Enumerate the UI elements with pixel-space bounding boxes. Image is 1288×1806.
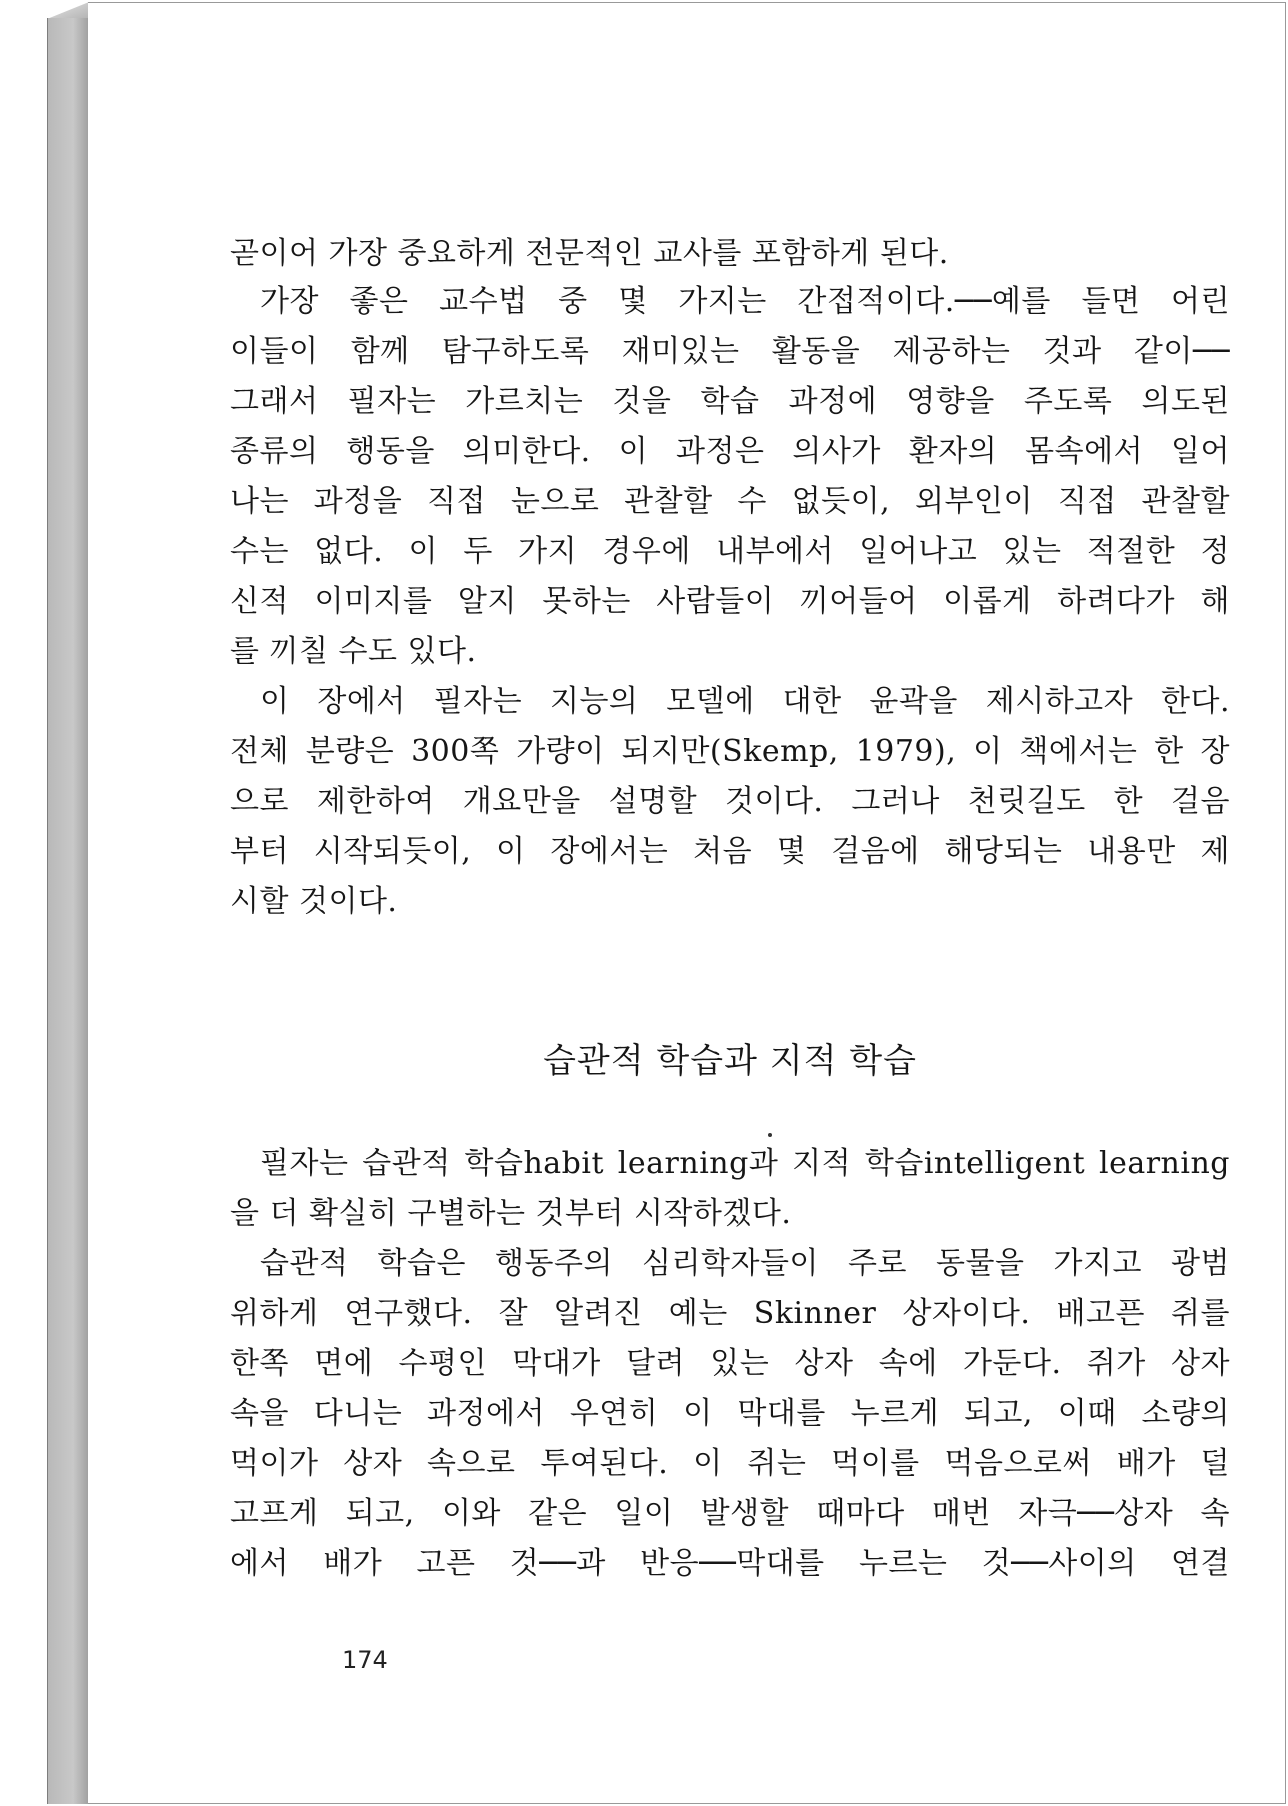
text-line: 을 더 확실히 구별하는 것부터 시작하겠다. [230,1196,792,1231]
section-heading: 습관적 학습과 지적 학습 [543,1041,917,1081]
paragraph-3 [230,677,1230,927]
text-line: 그래서 필자는 가르치는 것을 학습 과정에 영향을 주도록 의도된 [230,384,1230,419]
text-line: 필자는 습관적 학습habit learning과 지적 학습intelligent learning [260,1146,1230,1181]
page-number: 174 [342,1646,388,1674]
stray-mark [768,1133,772,1137]
text-line: 곧이어 가장 중요하게 전문적인 교사를 포함하게 된다. [230,236,949,271]
book-spine-top [47,2,89,19]
text-line: 위하게 연구했다. 잘 알려진 예는 Skinner 상자이다. 배고픈 쥐를 [230,1296,1230,1331]
paragraph-4 [230,1139,1230,1239]
text-line: 속을 다니는 과정에서 우연히 이 막대를 누르게 되고, 이때 소량의 [230,1396,1230,1431]
text-line: 종류의 행동을 의미한다. 이 과정은 의사가 환자의 몸속에서 일어 [230,434,1230,469]
text-line: 신적 이미지를 알지 못하는 사람들이 끼어들어 이롭게 하려다가 해 [230,584,1230,619]
text-line: 부터 시작되듯이, 이 장에서는 처음 몇 걸음에 해당되는 내용만 제 [230,834,1230,869]
text-line: 이 장에서 필자는 지능의 모델에 대한 윤곽을 제시하고자 한다. [260,684,1230,719]
paragraph-1 [230,229,1230,279]
text-line: 수는 없다. 이 두 가지 경우에 내부에서 일어나고 있는 적절한 정 [230,534,1230,569]
book-spine [47,18,91,1804]
text-line: 를 끼칠 수도 있다. [230,634,477,669]
text-line: 전체 분량은 300쪽 가량이 되지만(Skemp, 1979), 이 책에서는 한 장 [230,734,1230,769]
text-line: 가장 좋은 교수법 중 몇 가지는 간접적이다.──예를 들면 어린 [260,284,1230,319]
text-line: 으로 제한하여 개요만을 설명할 것이다. 그러나 천릿길도 한 걸음 [230,784,1230,819]
text-line: 에서 배가 고픈 것──과 반응──막대를 누르는 것──사이의 연결 [230,1546,1230,1581]
text-line: 시할 것이다. [230,884,398,919]
text-line: 고프게 되고, 이와 같은 일이 발생할 때마다 매번 자극──상자 속 [230,1496,1230,1531]
text-line: 한쪽 면에 수평인 막대가 달려 있는 상자 속에 가둔다. 쥐가 상자 [230,1346,1230,1381]
text-line: 이들이 함께 탐구하도록 재미있는 활동을 제공하는 것과 같이── [230,334,1230,369]
text-line: 습관적 학습은 행동주의 심리학자들이 주로 동물을 가지고 광범 [260,1246,1230,1281]
book-page [88,2,1286,1804]
paragraph-2 [230,277,1230,677]
paragraph-5 [230,1239,1230,1589]
text-line: 나는 과정을 직접 눈으로 관찰할 수 없듯이, 외부인이 직접 관찰할 [230,484,1230,519]
text-line: 먹이가 상자 속으로 투여된다. 이 쥐는 먹이를 먹음으로써 배가 덜 [230,1446,1230,1481]
